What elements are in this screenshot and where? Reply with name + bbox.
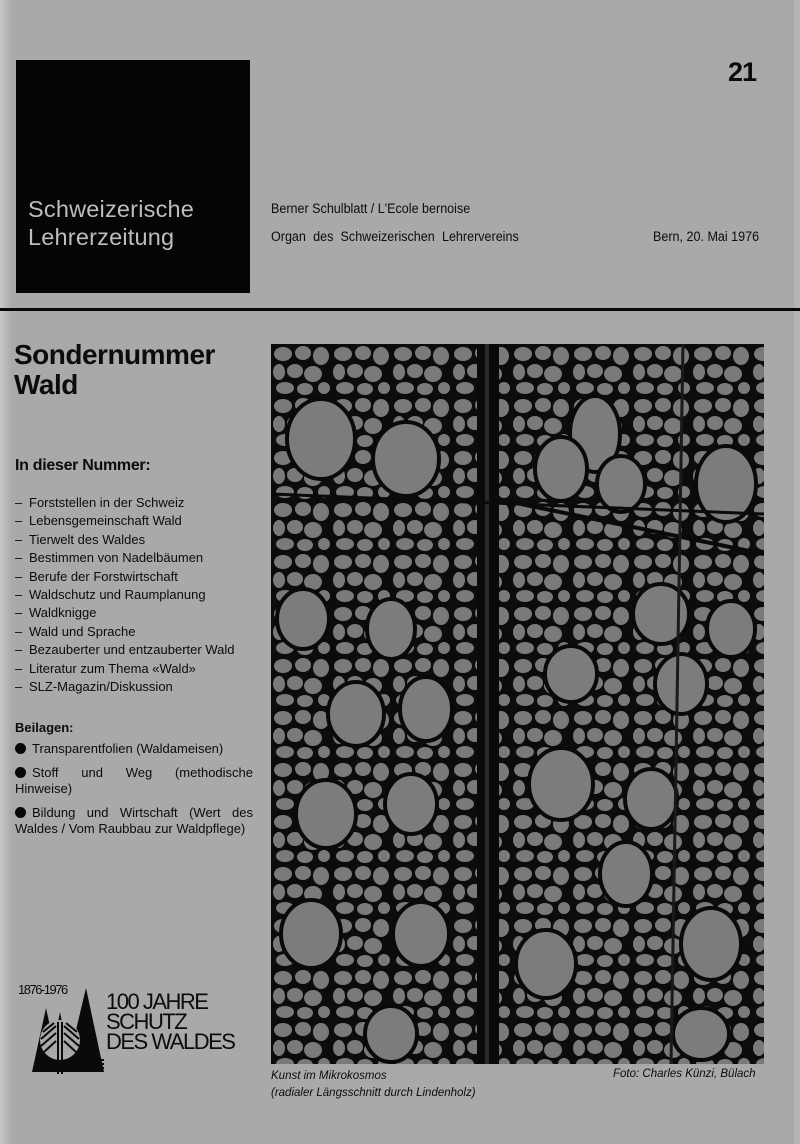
bullet-icon bbox=[15, 767, 26, 778]
logo-years: 1876-1976 bbox=[18, 982, 67, 997]
dash-icon: – bbox=[15, 586, 23, 602]
contents-item: – Bezauberter und entzauberter Wald bbox=[15, 641, 234, 659]
anniversary-logo bbox=[18, 982, 258, 1072]
dash-icon: – bbox=[15, 495, 23, 510]
logo-text bbox=[106, 989, 235, 1054]
feature-title bbox=[14, 340, 215, 400]
contents-item: – Literatur zum Thema «Wald» bbox=[15, 660, 234, 678]
dash-icon: – bbox=[15, 605, 23, 621]
bullet-icon bbox=[15, 743, 26, 754]
masthead-box bbox=[16, 60, 250, 293]
dash-icon: – bbox=[15, 678, 23, 694]
contents-item: – Wald und Sprache bbox=[15, 623, 234, 641]
contents-heading: In dieser Nummer: bbox=[15, 457, 151, 474]
feature-title-line1: Sondernummer bbox=[14, 339, 215, 370]
contents-item: – Waldknigge bbox=[15, 604, 234, 622]
publication-date: Bern, 20. Mai 1976 bbox=[653, 229, 760, 244]
cover-photo bbox=[271, 344, 764, 1064]
dash-icon: – bbox=[15, 531, 23, 547]
supplements-list bbox=[15, 741, 253, 845]
logo-line2: SCHUTZ bbox=[106, 1009, 187, 1034]
dash-icon: – bbox=[15, 568, 23, 584]
page-edge-shadow bbox=[0, 0, 12, 1144]
contents-item: – Berufe der Forstwirtschaft bbox=[15, 568, 234, 586]
photo-credit: Foto: Charles Künzi, Bülach bbox=[613, 1068, 756, 1080]
publication-subtitle: Berner Schulblatt / L'Ecole bernoise bbox=[271, 201, 471, 216]
contents-item: – Bestimmen von Nadelbäumen bbox=[15, 549, 234, 567]
contents-item: – Waldschutz und Raumplanung bbox=[15, 586, 234, 604]
photo-caption-line1: Kunst im Mikrokosmos bbox=[271, 1070, 387, 1082]
dash-icon: – bbox=[15, 623, 23, 639]
photo-caption bbox=[271, 1068, 476, 1102]
logo-line1: 100 JAHRE bbox=[106, 989, 208, 1014]
contents-item: – Lebensgemeinschaft Wald bbox=[15, 512, 234, 530]
dash-icon: – bbox=[15, 660, 23, 676]
publication-title-line1: Schweizerische bbox=[28, 196, 195, 222]
dash-icon: – bbox=[15, 513, 23, 529]
logo-line3: DES WALDES bbox=[106, 1029, 235, 1054]
supplement-item: Transparentfolien (Waldameisen) bbox=[15, 741, 253, 757]
contents-item: – Forststellen in der Schweiz bbox=[15, 494, 234, 512]
feature-title-line2: Wald bbox=[14, 369, 78, 400]
publication-title-line2: Lehrerzeitung bbox=[28, 224, 175, 250]
supplement-item: Bildung und Wirtschaft (Wert des Waldes / Vom Raubbau zur Waldpflege) bbox=[15, 805, 253, 836]
publication-title bbox=[28, 195, 194, 251]
page-right-edge bbox=[794, 0, 800, 1144]
publication-organ: Organ des Schweizerischen Lehrervereins bbox=[271, 229, 519, 244]
wood-cell-micrograph bbox=[271, 344, 764, 1064]
photo-caption-line2: (radialer Längsschnitt durch Lindenholz) bbox=[271, 1087, 476, 1099]
supplements-heading: Beilagen: bbox=[15, 720, 74, 735]
contents-item: – SLZ-Magazin/Diskussion bbox=[15, 678, 234, 696]
dash-icon: – bbox=[15, 550, 23, 566]
contents-list bbox=[15, 494, 234, 696]
dash-icon: – bbox=[15, 642, 23, 658]
supplement-item: Stoff und Weg (methodische Hinweise) bbox=[15, 765, 253, 796]
bullet-icon bbox=[15, 807, 26, 818]
header-rule bbox=[0, 308, 800, 311]
issue-number: 21 bbox=[728, 57, 757, 87]
contents-item: – Tierwelt des Waldes bbox=[15, 531, 234, 549]
